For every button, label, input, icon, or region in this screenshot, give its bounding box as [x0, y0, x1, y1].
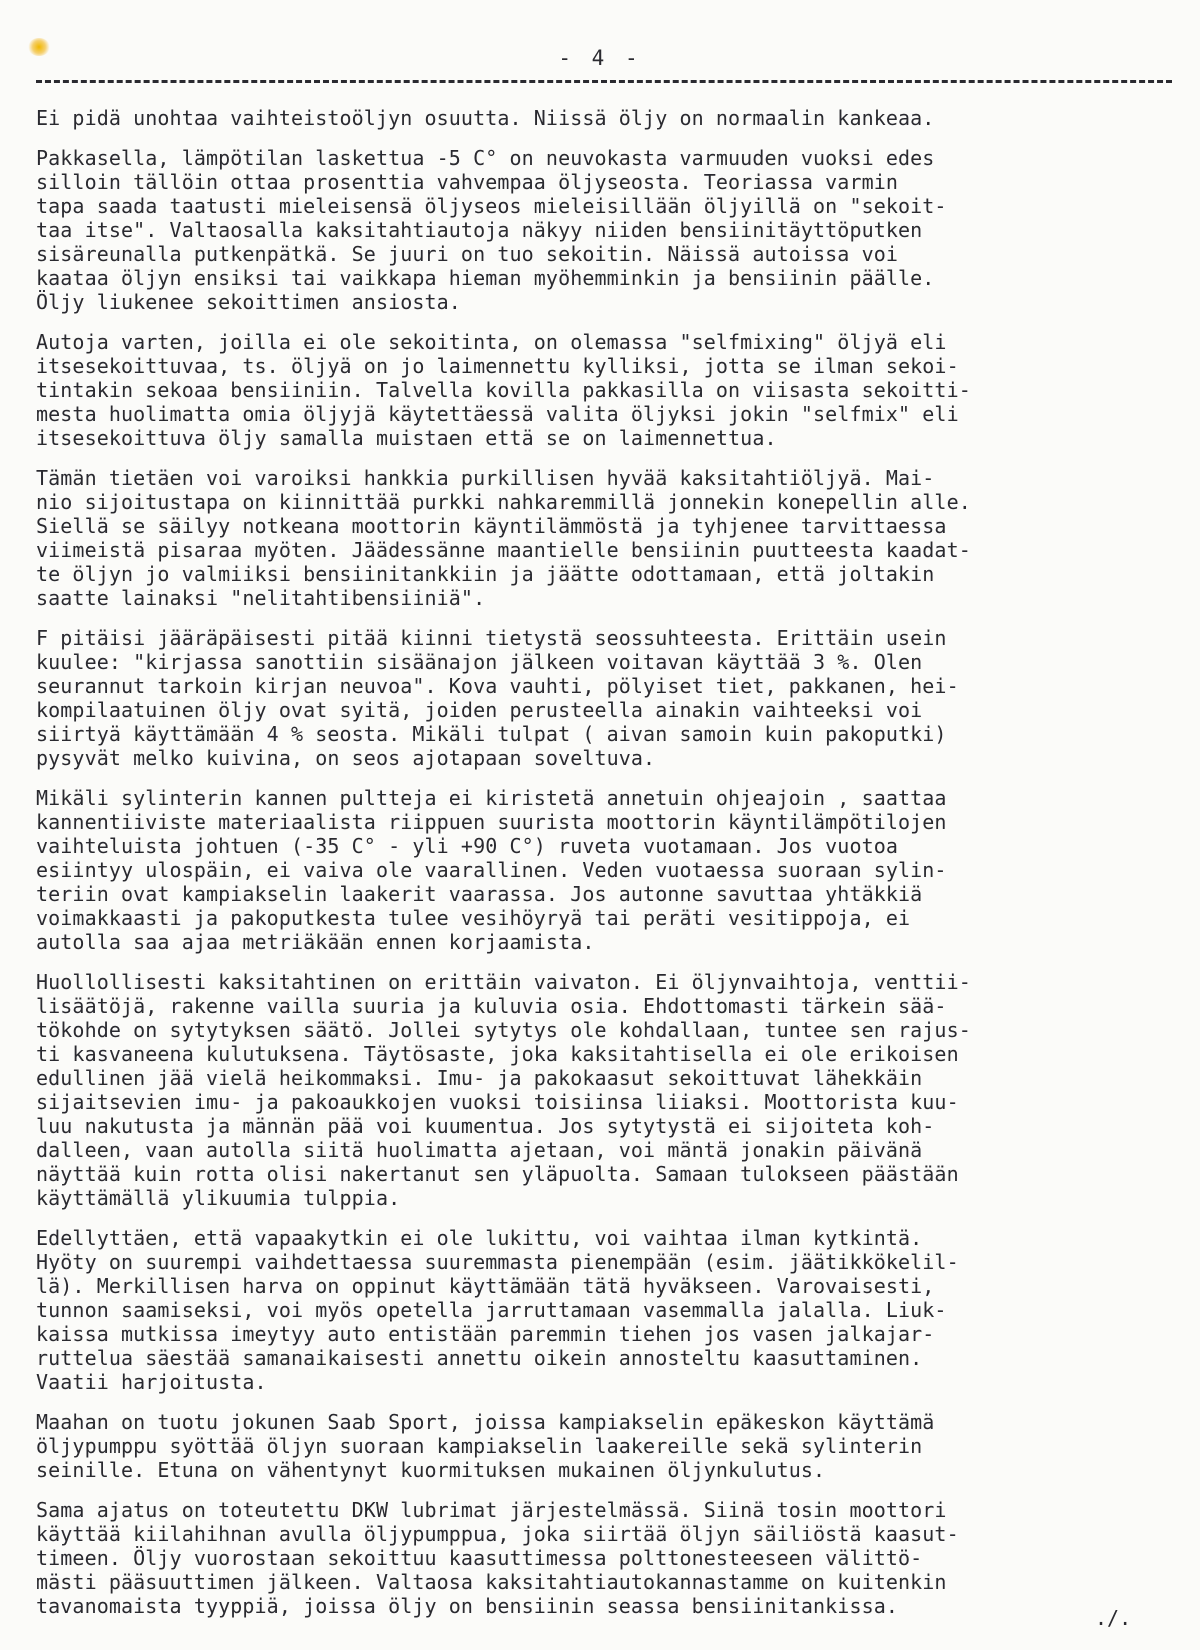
text-line: ti kasvaneena kulutuksena. Täytösaste, joka kaksitahtisella ei ole erikoisen [36, 1042, 959, 1066]
text-line: tunnon saamiseksi, voi myös opetella jarruttamaan vasemmalla jalalla. Liuk- [36, 1298, 947, 1322]
text-line: mesta huolimatta omia öljyjä käytettäessä valita öljyksi jokin "selfmix" eli [36, 402, 959, 426]
text-line: kaissa mutkissa imeytyy auto entistään paremmin tiehen jos vasen jalkajar- [36, 1322, 935, 1346]
dashed-separator [36, 80, 1172, 83]
text-line: dalleen, vaan autolla siitä huolimatta ajetaan, voi mäntä jonakin päivänä [36, 1138, 923, 1162]
text-line: itsesekoittuva öljy samalla muistaen että se on laimennettua. [36, 426, 777, 450]
text-line: siirtyä käyttämään 4 % seosta. Mikäli tulpat ( aivan samoin kuin pakoputki) [36, 722, 947, 746]
text-line: sisäreunalla putkenpätkä. Se juuri on tuo sekoitin. Näissä autoissa voi [36, 242, 899, 266]
text-line: käyttämällä ylikuumia tulppia. [36, 1186, 401, 1210]
text-line: Hyöty on suurempi vaihdettaessa suuremmasta pienempään (esim. jäätikkökelil- [36, 1250, 959, 1274]
text-line: vaihteluista johtuen (-35 C° - yli +90 C°) ruveta vuotamaan. Jos vuotoa [36, 834, 899, 858]
text-line: Huollollisesti kaksitahtinen on erittäin vaivaton. Ei öljynvaihtoja, venttii- [36, 970, 971, 994]
paragraph [36, 1410, 1176, 1482]
text-line: voimakkaasti ja pakoputkesta tulee vesihöyryä tai peräti vesitippoja, ei [36, 906, 911, 930]
text-line: tapa saada taatusti mieleisensä öljyseos mieleisillään öljyillä on "sekoit- [36, 194, 947, 218]
text-line: saatte lainaksi "nelitahtibensiiniä". [36, 586, 486, 610]
text-line: kaataa öljyn ensiksi tai vaikkapa hieman myöhemminkin ja bensiinin päälle. [36, 266, 935, 290]
text-line: sijaitsevien imu- ja pakoaukkojen vuoksi toisiinsa liiaksi. Moottorista kuu- [36, 1090, 959, 1114]
text-line: tintakin sekoaa bensiiniin. Talvella kovilla pakkasilla on viisasta sekoitti- [36, 378, 971, 402]
text-line: taa itse". Valtaosalla kaksitahtiautoja näkyy niiden bensiinitäyttöputken [36, 218, 923, 242]
text-line: Öljy liukenee sekoittimen ansiosta. [36, 290, 461, 314]
paragraph [36, 1498, 1176, 1618]
text-line: kompilaatuinen öljy ovat syitä, joiden perusteella ainakin vaihteeksi voi [36, 698, 923, 722]
text-line: autolla saa ajaa metriäkään ennen korjaamista. [36, 930, 595, 954]
text-line: mästi pääsuuttimen jälkeen. Valtaosa kaksitahtiautokannastamme on kuitenkin [36, 1570, 947, 1594]
text-line: esiintyy ulospäin, ei vaiva ole vaarallinen. Veden vuotaessa suoraan sylin- [36, 858, 947, 882]
paragraph [36, 466, 1176, 610]
text-line: ruttelua säestää samanaikaisesti annettu oikein annosteltu kaasuttaminen. [36, 1346, 923, 1370]
text-line: Mikäli sylinterin kannen pultteja ei kiristetä annetuin ohjeajoin , saattaa [36, 786, 947, 810]
text-line: viimeistä pisaraa myöten. Jäädessänne maantielle bensiinin puutteesta kaadat- [36, 538, 971, 562]
paragraph [36, 106, 1176, 130]
text-line: näyttää kuin rotta olisi nakertanut sen yläpuolta. Samaan tulokseen päästään [36, 1162, 959, 1186]
continuation-mark: ./. [1095, 1606, 1132, 1630]
text-line: Vaatii harjoitusta. [36, 1370, 267, 1394]
text-line: lä). Merkillisen harva on oppinut käyttämään tätä hyväkseen. Varovaisesti, [36, 1274, 935, 1298]
text-line: käyttää kiilahihnan avulla öljypumppua, joka siirtää öljyn säiliöstä kaasut- [36, 1522, 959, 1546]
paragraph [36, 626, 1176, 770]
paragraph [36, 970, 1176, 1210]
text-line: tökohde on sytytyksen säätö. Jollei sytytys ole kohdallaan, tuntee sen rajus- [36, 1018, 971, 1042]
text-line: pysyvät melko kuivina, on seos ajotapaan soveltuva. [36, 746, 656, 770]
text-line: kuulee: "kirjassa sanottiin sisäänajon jälkeen voitavan käyttää 3 %. Olen [36, 650, 923, 674]
paragraph [36, 330, 1176, 450]
text-line: Siellä se säilyy notkeana moottorin käyntilämmöstä ja tyhjenee tarvittaessa [36, 514, 947, 538]
text-line: Edellyttäen, että vapaakytkin ei ole lukittu, voi vaihtaa ilman kytkintä. [36, 1226, 923, 1250]
page-number: - 4 - [558, 46, 642, 70]
paragraph [36, 146, 1176, 314]
text-line: seurannut tarkoin kirjan neuvoa". Kova vauhti, pölyiset tiet, pakkanen, hei- [36, 674, 959, 698]
text-line: Autoja varten, joilla ei ole sekoitinta, on olemassa "selfmixing" öljyä eli [36, 330, 947, 354]
text-line: itsesekoittuvaa, ts. öljyä on jo laimennettu kylliksi, jotta se ilman sekoi- [36, 354, 959, 378]
text-line: te öljyn jo valmiiksi bensiinitankkiin ja jäätte odottamaan, että joltakin [36, 562, 935, 586]
text-line: F pitäisi jääräpäisesti pitää kiinni tietystä seossuhteesta. Erittäin usein [36, 626, 947, 650]
text-line: silloin tällöin ottaa prosenttia vahvempaa öljyseosta. Teoriassa varmin [36, 170, 899, 194]
paragraph [36, 1226, 1176, 1394]
text-line: Maahan on tuotu jokunen Saab Sport, joissa kampiakselin epäkeskon käyttämä [36, 1410, 935, 1434]
text-line: Pakkasella, lämpötilan laskettua -5 C° on neuvokasta varmuuden vuoksi edes [36, 146, 935, 170]
text-line: timeen. Öljy vuorostaan sekoittuu kaasuttimessa polttonesteeseen välittö- [36, 1546, 923, 1570]
text-line: tavanomaista tyyppiä, joissa öljy on bensiinin seassa bensiinitankissa. [36, 1594, 899, 1618]
text-line: teriin ovat kampiakselin laakerit vaarassa. Jos autonne savuttaa yhtäkkiä [36, 882, 923, 906]
body-text [36, 106, 1176, 1634]
text-line: öljypumppu syöttää öljyn suoraan kampiakselin laakereille sekä sylinterin [36, 1434, 923, 1458]
text-line: luu nakutusta ja männän pää voi kuumentua. Jos sytytystä ei sijoiteta koh- [36, 1114, 935, 1138]
paragraph [36, 786, 1176, 954]
text-line: Sama ajatus on toteutettu DKW lubrimat järjestelmässä. Siinä tosin moottori [36, 1498, 947, 1522]
text-line: Tämän tietäen voi varoiksi hankkia purkillisen hyvää kaksitahtiöljyä. Mai- [36, 466, 935, 490]
text-line: kannentiiviste materiaalista riippuen suurista moottorin käyntilämpötilojen [36, 810, 947, 834]
text-line: edullinen jää vielä heikommaksi. Imu- ja pakokaasut sekoittuvat lähekkäin [36, 1066, 923, 1090]
text-line: lisäätöjä, rakenne vailla suuria ja kuluvia osia. Ehdottomasti tärkein sää- [36, 994, 947, 1018]
text-line: Ei pidä unohtaa vaihteistoöljyn osuutta. Niissä öljy on normaalin kankeaa. [36, 106, 935, 130]
text-line: seinille. Etuna on vähentynyt kuormituksen mukainen öljynkulutus. [36, 1458, 826, 1482]
text-line: nio sijoitustapa on kiinnittää purkki nahkaremmillä jonnekin konepellin alle. [36, 490, 971, 514]
